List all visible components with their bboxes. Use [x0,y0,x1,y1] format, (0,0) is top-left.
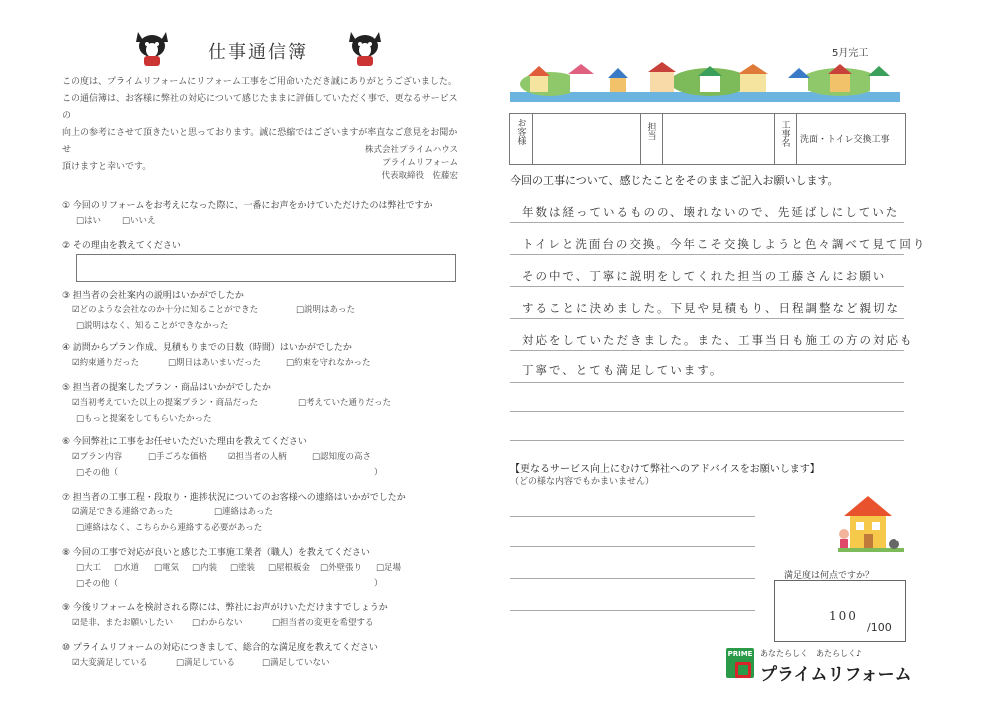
ruled-line [510,411,904,412]
question-8: ⑧ 今回の工事で対応が良いと感じた工事施工業者（職人）を教えてください [62,548,370,558]
brand-tagline: あなたらしく あたらしく♪ [760,649,862,658]
q4-option-3[interactable]: □約束を守れなかった [286,358,371,368]
completion-month: 5月完工 [832,48,869,59]
brand-logo-icon [726,648,754,678]
company-name: 株式会社プライムハウス [365,145,458,155]
question-9: ⑨ 今後リフォームを検討される際には、弊社にお声がけいただけますでしょうか [62,603,388,613]
ruled-line [510,286,904,287]
q8-option-scaffold[interactable]: □足場 [376,563,402,573]
q4-option-2[interactable]: □期日はあいまいだった [168,358,262,368]
q4-option-1[interactable]: ☑約束通りだった [72,358,140,368]
q8-option-painting[interactable]: □塗装 [230,563,256,573]
comment-line-6: 丁寧で、とても満足しています。 [522,363,724,377]
customer-table [509,113,906,165]
intro-line: 頂けますと幸いです。 [62,162,152,172]
satisfaction-max: /100 [867,621,892,634]
ruled-line [510,254,904,255]
staff-label: 担当 [645,122,656,140]
q10-option-2[interactable]: □満足している [176,658,236,668]
q6-option-price[interactable]: □手ごろな価格 [148,452,208,462]
q3-option-1[interactable]: ☑どのような会社なのか十分に知ることができた [72,305,259,315]
intro-line: この度は、プライムリフォームにリフォーム工事をご用命いただき誠にありがとうございました。 [62,77,457,87]
brand-name: プライムリフォーム [760,665,912,685]
question-10: ⑩ プライムリフォームの対応につきまして、総合的な満足度を教えてください [62,643,378,653]
advice-line[interactable] [510,610,755,611]
q7-option-2[interactable]: □連絡はあった [214,507,273,517]
q8-option-other[interactable]: □その他（ [76,579,119,589]
question-2: ② その理由を教えてください [62,241,181,251]
question-4: ④ 訪問からプラン作成、見積もりまでの日数（時間）はいかがでしたか [62,343,352,353]
q9-option-3[interactable]: □担当者の変更を希望する [272,618,374,628]
ruled-line [510,440,904,441]
page-title: 仕事通信簿 [208,42,308,63]
q9-option-2[interactable]: □わからない [192,618,243,628]
satisfaction-box[interactable] [774,580,906,642]
q3-option-3[interactable]: □説明はなく、知ることができなかった [76,321,229,331]
customer-label: お客様 [515,118,526,145]
q5-option-2[interactable]: □考えていた通りだった [298,398,392,408]
satisfaction-label: 満足度は何点ですか？ [784,571,875,581]
house-illustration [838,494,904,556]
dog-mascot-right-icon [345,28,385,68]
advice-line[interactable] [510,578,755,579]
ruled-line [510,318,904,319]
q6-option-plan[interactable]: ☑プラン内容 [72,452,123,462]
q8-option-siding[interactable]: □外壁張り [320,563,363,573]
staff-label-cell [640,114,663,164]
q9-option-1[interactable]: ☑是非、またお願いしたい [72,618,174,628]
work-name-value: 洗面・トイレ交換工事 [800,135,890,145]
q8-other-close: ） [374,579,383,589]
q1-option-no[interactable]: □いいえ [122,216,156,226]
question-7: ⑦ 担当者の工事工程・段取り・進捗状況についてのお客様への連絡はいかがでしたか [62,493,406,503]
q10-option-3[interactable]: □満足していない [262,658,330,668]
question-5: ⑤ 担当者の提案したプラン・商品はいかがでしたか [62,383,271,393]
q7-option-1[interactable]: ☑満足できる連絡であった [72,507,174,517]
company-representative: 代表取締役 佐藤宏 [381,171,458,181]
comment-line-1: 年数は経っているものの、壊れないので、先延ばしにしていた [522,205,900,219]
q6-option-recognition[interactable]: □認知度の高さ [312,452,372,462]
work-label-cell [774,114,797,164]
staff-name-field[interactable] [662,114,775,164]
q8-option-plumbing[interactable]: □水道 [114,563,140,573]
q5-option-1[interactable]: ☑当初考えていた以上の提案プラン・商品だった [72,398,259,408]
comment-line-5: 対応をしていただきました。また、工事当日も施工の方の対応も [522,333,914,347]
q10-option-1[interactable]: ☑大変満足している [72,658,148,668]
advice-line[interactable] [510,546,755,547]
q6-option-staff[interactable]: ☑担当者の人柄 [228,452,287,462]
comment-line-4: することに決めました。下見や見積もり、日程調整など親切な [522,301,900,315]
customer-name-field[interactable] [532,114,641,164]
advice-subheading: （どの様な内容でもかまいません） [510,477,655,487]
q8-options [76,561,416,575]
intro-line: この通信簿は、お客様に弊社の対応について感じたままに評価していただく事で、更なるサービスの [62,94,458,121]
q7-option-3[interactable]: □連絡はなく、こちらから連絡する必要があった [76,523,263,533]
work-label: 工事名 [779,120,790,147]
q5-option-3[interactable]: □もっと提案をしてもらいたかった [76,414,212,424]
town-illustration [510,58,900,102]
reason-input[interactable] [76,254,456,282]
q8-option-roofing[interactable]: □屋根板金 [268,563,311,573]
comment-line-2: トイレと洗面台の交換。今年こそ交換しようと色々調べて見て回り [522,237,927,251]
brand-logo-mark-icon [735,662,751,678]
ruled-line [510,382,904,383]
q3-option-2[interactable]: □説明はあった [296,305,355,315]
comments-heading: 今回の工事について、感じたことをそのままご記入お願いします。 [510,174,839,187]
q8-option-carpenter[interactable]: □大工 [76,563,102,573]
q6-option-other[interactable]: □その他（ [76,468,119,478]
q1-option-yes[interactable]: □はい [76,216,102,226]
advice-line[interactable] [510,516,755,517]
customer-label-cell [510,114,533,164]
ruled-line [510,222,904,223]
q6-other-close: ） [374,468,383,478]
question-1: ① 今回のリフォームをお考えになった際に、一番にお声をかけていただけたのは弊社ですか [62,201,433,211]
company-brand: プライムリフォーム [382,158,458,168]
question-3: ③ 担当者の会社案内の説明はいかがでしたか [62,291,244,301]
brand-logo-text: PRIME [727,650,753,658]
advice-heading: 【更なるサービス向上にむけて弊社へのアドバイスをお願いします】 [510,464,820,475]
satisfaction-score: 100 [829,609,858,623]
comment-line-3: その中で、丁寧に説明をしてくれた担当の工藤さんにお願い [522,269,887,283]
ruled-line [510,350,904,351]
question-6: ⑥ 今回弊社に工事をお任せいただいた理由を教えてください [62,437,307,447]
q8-option-interior[interactable]: □内装 [192,563,218,573]
q8-option-electric[interactable]: □電気 [154,563,180,573]
company-signature [340,144,458,183]
dog-mascot-left-icon [132,28,172,68]
intro-line: 向上の参考にさせて頂きたいと思っております。誠に恐縮ではございますが率直なご意見をお聞かせ [62,128,458,155]
